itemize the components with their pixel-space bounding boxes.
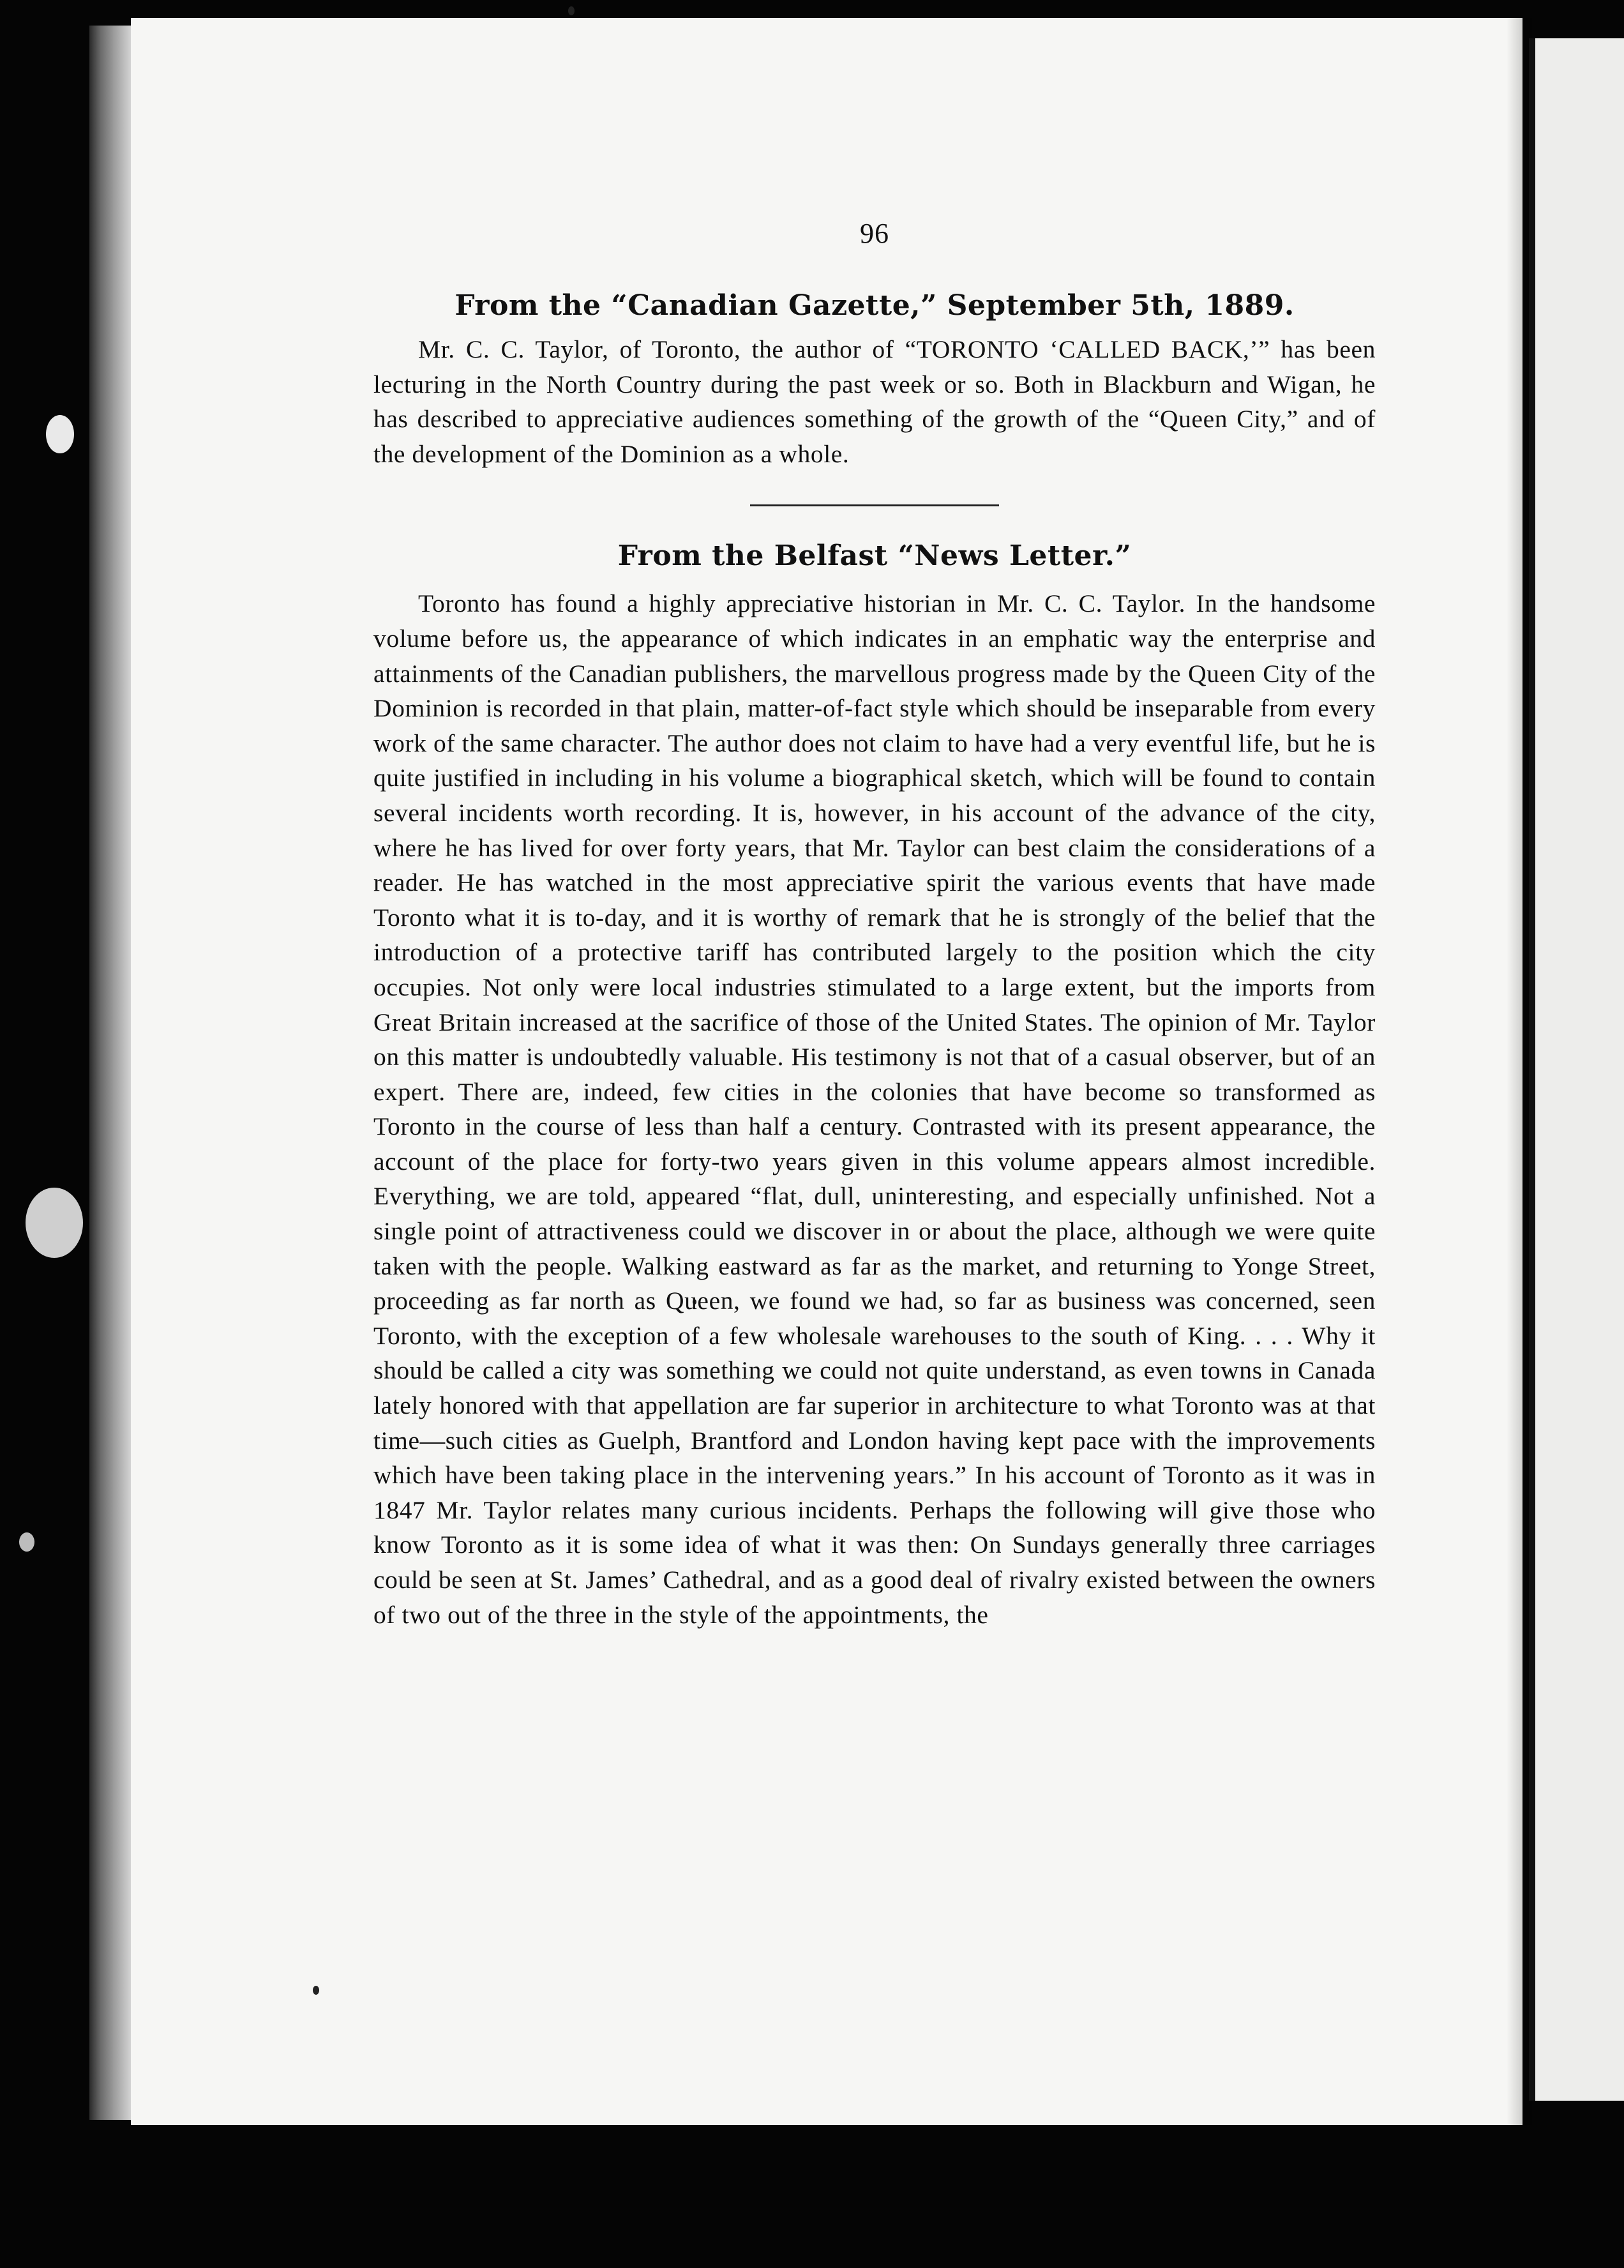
page-content [373,217,1376,1632]
section-divider [750,504,999,506]
section-title-news-letter: From the Belfast “News Letter.” [617,540,1132,573]
section-body-canadian-gazette: Mr. C. C. Taylor, of Toronto, the author of “TORONTO ‘CALLED BACK,’” has been lecturing in the North Country during the past week or so. Both in Blackburn and Wigan, he has described to appreciative audiences something of the growth of the “Queen City,” and of the development of the Dominion as a whole. [373,335,1376,468]
scan-blemish [26,1188,83,1258]
scan-blemish [46,415,74,453]
scan-blemish [19,1532,34,1552]
facing-page-strip [1529,38,1624,2101]
page-number: 96 [860,218,889,249]
gutter-shadow [1507,18,1532,2125]
section-title-canadian-gazette: From the “Canadian Gazette,” September 5th, 1889. [455,289,1295,322]
scan-speck [313,1986,319,1995]
scan-speck [568,6,575,15]
page-edge-stack [89,26,134,2120]
section-body-news-letter: Toronto has found a highly appreciative historian in Mr. C. C. Taylor. In the handsome volume before us, the appearance of which indicates in an emphatic way the enterprise and attainments of the Canadian publishers, the marvellous progress made by the Queen City of the Dominion is recorded in that plain, matter-of-fact style which should be inseparable from every work of the same character. The author does not claim to have had a very eventful life, but he is quite justified in including in his volume a biographical sketch, which will be found to contain several incidents worth recording. It is, however, in his account of the advance of the city, where he has lived for over forty years, that Mr. Taylor can best claim the considerations of a reader. He has watched in the most appreciative spirit the various events that have made Toronto what it is to-day, and it is worthy of remark that he is strongly of the belief that the introduction of a protective tariff has contributed largely to the position which the city occupies. Not only were local industries stimulated to a large extent, but the imports from Great Britain increased at the sacrifice of those of the United States. The opinion of Mr. Taylor on this matter is undoubtedly valuable. His testimony is not that of a casual observer, but of an expert. There are, indeed, few cities in the colonies that have become so transformed as Toronto in the course of less than half a century. Contrasted with its present appearance, the account of the place for forty-two years given in this volume appears almost incredible. Everything, we are told, appeared “flat, dull, uninteresting, and especially unfinished. Not a single point of attractiveness could we discover in or about the place, although we were quite taken with the people. Walking eastward as far as the market, and returning to Yonge Street, proceeding as far north as Queen, we found we had, so far as business was concerned, seen Toronto, with the exception of a few wholesale warehouses to the south of King. . . . Why it should be called a city was something we could not quite understand, as even towns in Canada lately honored with that appellation are far superior in architecture to what Toronto was at that time—such cities as Guelph, Brantford and London having kept pace with the improvements which have been taking place in the intervening years.” In his account of Toronto as it was in 1847 Mr. Taylor relates many curious incidents. Perhaps the following will give those who know Toronto as it is some idea of what it was then: On Sundays generally three carriages could be seen at St. James’ Cathedral, and as a good deal of rivalry existed between the owners of two out of the three in the style of the appointments, the [373,589,1376,1629]
